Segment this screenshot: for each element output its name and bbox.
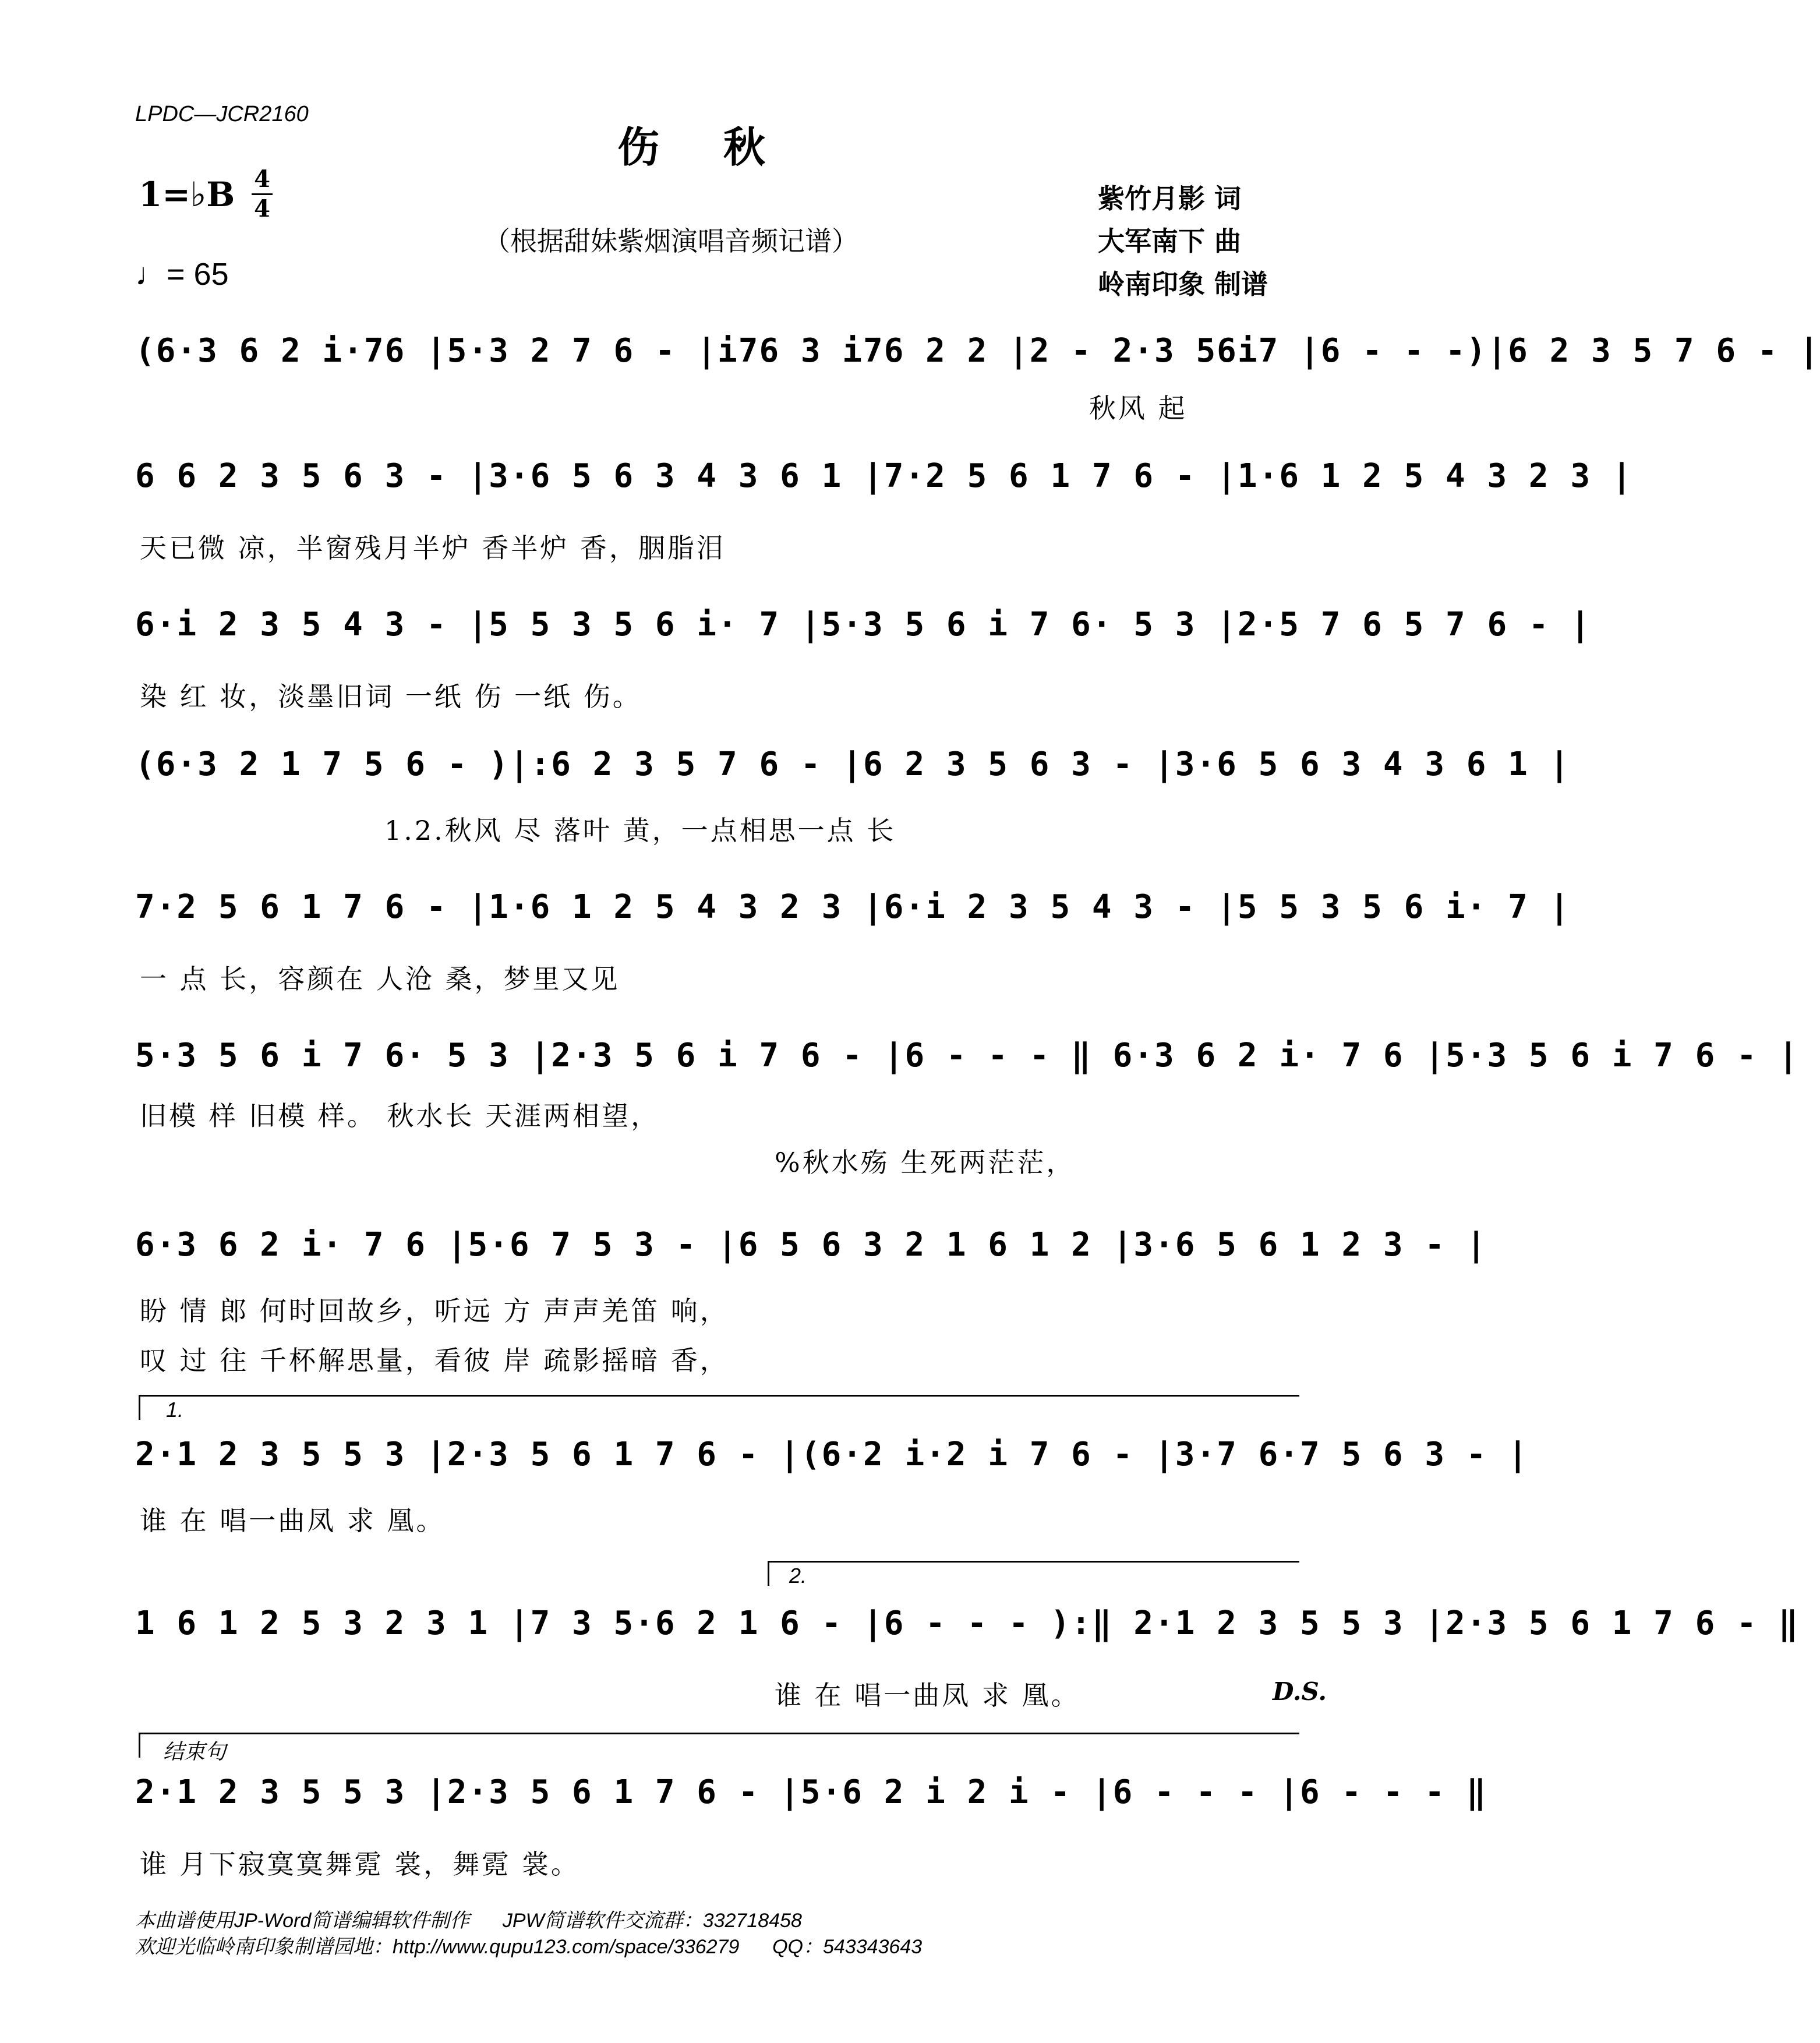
notation-line-8: 2·1 2 3 5 5 3 |2·3 5 6 1 7 6 - |(6·2 i·2 i 7 6 - |3·7 6·7 5 6 3 - | bbox=[135, 1436, 1529, 1473]
footer-contact-note: 欢迎光临岭南印象制谱园地：http://www.qupu123.com/space/336279 QQ：543343643 bbox=[135, 1936, 923, 1958]
lyric-line-10: 谁 月下寂寞寞舞霓 裳，舞霓 裳。 bbox=[140, 1848, 580, 1880]
notation-line-1: (6·3 6 2 i·76 |5·3 2 7 6 - |i76 3 i76 2 2 |2 - 2·3 56i7 |6 - - -)|6 2 3 5 7 6 - | bbox=[135, 332, 1820, 370]
page-title: 伤秋 bbox=[617, 122, 830, 172]
volta-label-2: 2. bbox=[789, 1564, 807, 1588]
tempo-marking: ♩= 65 bbox=[135, 257, 229, 292]
notation-line-2: 6 6 2 3 5 6 3 - |3·6 5 6 3 4 3 6 1 |7·2 5 6 1 7 6 - |1·6 1 2 5 4 3 2 3 | bbox=[135, 457, 1633, 495]
lyricist-credit: 紫竹月影 词 bbox=[1098, 183, 1242, 214]
arranger-credit: 岭南印象 制谱 bbox=[1098, 268, 1268, 300]
volta-bracket-2 bbox=[768, 1561, 1299, 1586]
composer-credit: 大军南下 曲 bbox=[1098, 225, 1242, 257]
notation-line-4: (6·3 2 1 7 5 6 - )|:6 2 3 5 7 6 - |6 2 3 5 6 3 - |3·6 5 6 3 4 3 6 1 | bbox=[135, 745, 1571, 783]
key-signature: 1=♭B bbox=[139, 175, 235, 214]
time-signature bbox=[252, 167, 273, 222]
lyric-line-1: 秋风 起 bbox=[1089, 393, 1188, 424]
notation-line-6: 5·3 5 6 i 7 6· 5 3 |2·3 5 6 i 7 6 - |6 - - - ‖ 6·3 6 2 i· 7 6 |5·3 5 6 i 7 6 - | bbox=[135, 1037, 1800, 1074]
footer-software-note: 本曲谱使用JP-Word简谱编辑软件制作 JPW简谱软件交流群：332718458 bbox=[135, 1910, 802, 1932]
dal-segno-mark: D.S. bbox=[1273, 1677, 1327, 1706]
lyric-line-9: 谁 在 唱一曲凤 求 凰。 bbox=[775, 1680, 1080, 1711]
lyric-line-3: 染 红 妆，淡墨旧词 一纸 伤 一纸 伤。 bbox=[140, 681, 642, 712]
lyric-line-6b: %秋水殇 生死两茫茫， bbox=[775, 1147, 1076, 1178]
volta-label-ending: 结束句 bbox=[163, 1740, 227, 1763]
score-code: LPDC—JCR2160 bbox=[135, 102, 309, 126]
volta-bracket-1 bbox=[139, 1395, 1299, 1420]
volta-bracket-ending bbox=[139, 1733, 1299, 1758]
lyric-line-8: 谁 在 唱一曲凤 求 凰。 bbox=[140, 1505, 446, 1536]
notation-line-3: 6·i 2 3 5 4 3 - |5 5 3 5 6 i· 7 |5·3 5 6 i 7 6· 5 3 |2·5 7 6 5 7 6 - | bbox=[135, 606, 1592, 644]
lyric-line-7a: 盼 情 郎 何时回故乡，听远 方 声声羌笛 响， bbox=[140, 1295, 729, 1327]
lyric-line-2: 天已微 凉，半窗残月半炉 香半炉 香，胭脂泪 bbox=[140, 532, 726, 564]
meter-top: 4 bbox=[254, 165, 270, 193]
notation-line-7: 6·3 6 2 i· 7 6 |5·6 7 5 3 - |6 5 6 3 2 1 6 1 2 |3·6 5 6 1 2 3 - | bbox=[135, 1226, 1487, 1264]
volta-label-1: 1. bbox=[166, 1398, 184, 1422]
subtitle: （根据甜妹紫烟演唱音频记谱） bbox=[483, 225, 858, 257]
lyric-line-5: 一 点 长，容颜在 人沧 桑，梦里又见 bbox=[140, 963, 620, 995]
notation-line-5: 7·2 5 6 1 7 6 - |1·6 1 2 5 4 3 2 3 |6·i 2 3 5 4 3 - |5 5 3 5 6 i· 7 | bbox=[135, 888, 1571, 926]
lyric-line-4: 1.2.秋风 尽 落叶 黄，一点相思一点 长 bbox=[384, 815, 896, 846]
lyric-line-7b: 叹 过 往 千杯解思量，看彼 岸 疏影摇暗 香， bbox=[140, 1345, 729, 1376]
notation-line-10: 2·1 2 3 5 5 3 |2·3 5 6 1 7 6 - |5·6 2 i 2 i - |6 - - - |6 - - - ‖ bbox=[135, 1773, 1487, 1811]
meter-bottom: 4 bbox=[254, 195, 270, 222]
lyric-line-6a: 旧模 样 旧模 样。 秋水长 天涯两相望， bbox=[140, 1100, 660, 1132]
notation-line-9: 1 6 1 2 5 3 2 3 1 |7 3 5·6 2 1 6 - |6 - - - ):‖ 2·1 2 3 5 5 3 |2·3 5 6 1 7 6 - ‖ bbox=[135, 1604, 1800, 1642]
